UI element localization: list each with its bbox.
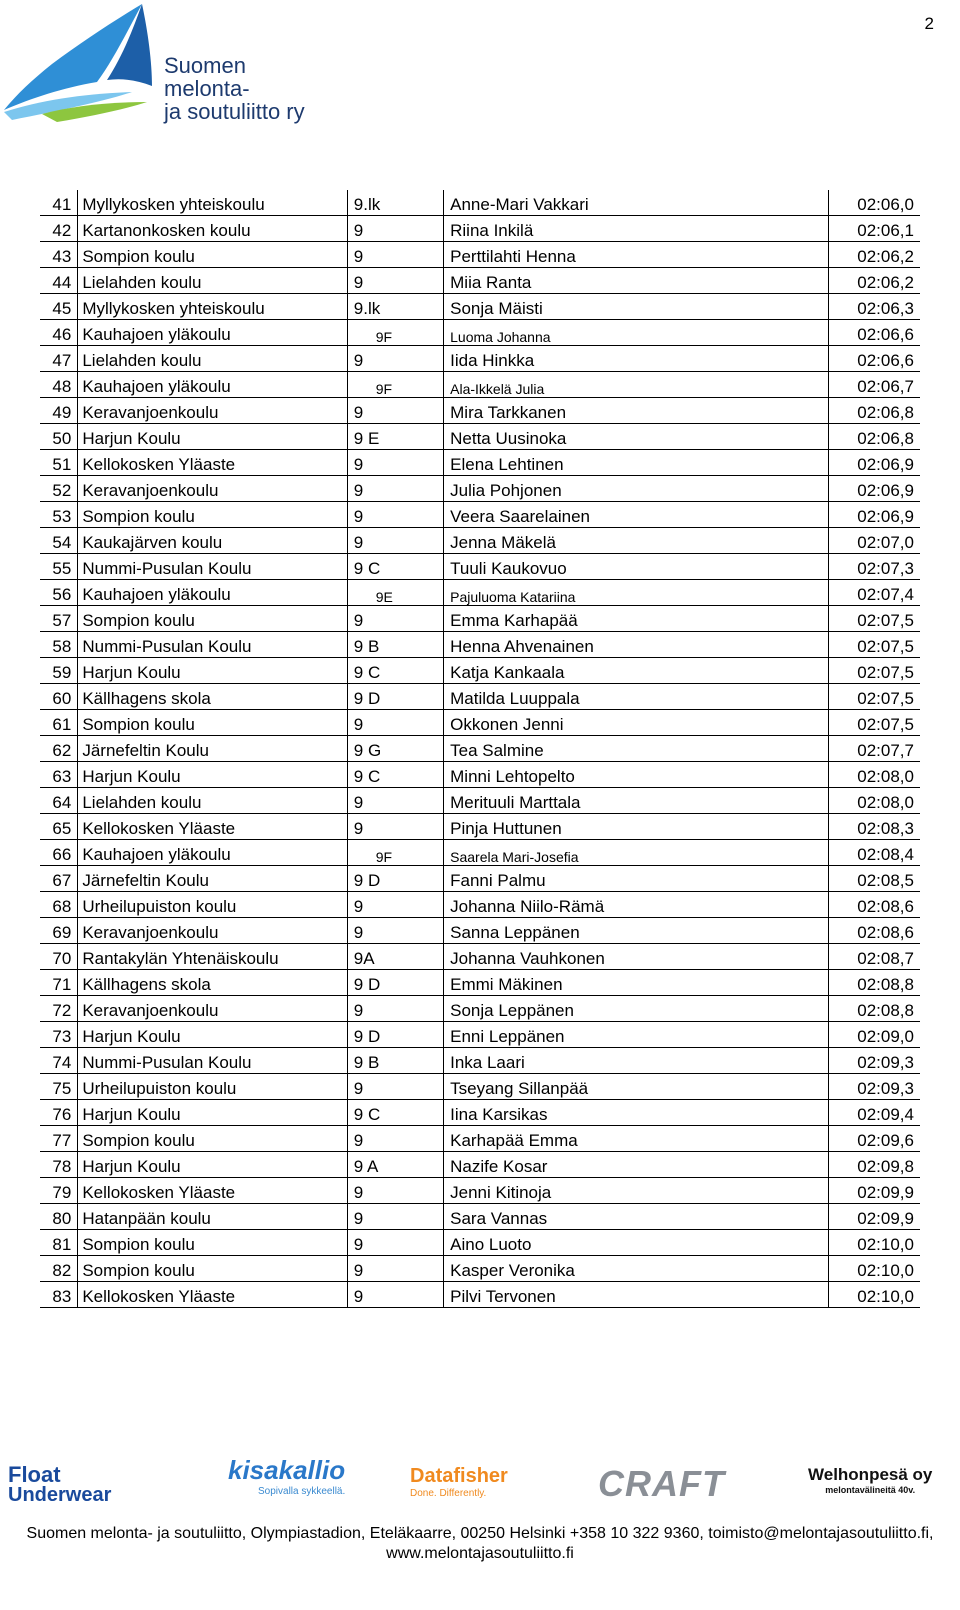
time-cell: 02:09,8: [857, 1157, 914, 1176]
school-cell: Urheilupuiston koulu: [78, 1074, 347, 1100]
time-cell: 02:08,3: [857, 819, 914, 838]
school-cell: Harjun Koulu: [78, 1152, 347, 1178]
time-cell: 02:09,3: [857, 1053, 914, 1072]
table-row: [40, 554, 920, 580]
rank-cell: 42: [40, 216, 78, 242]
table-row: [40, 502, 920, 528]
table-row: [40, 866, 920, 892]
time-cell: 02:08,0: [857, 793, 914, 812]
name-cell: Pinja Huttunen: [444, 814, 829, 840]
rank-cell: 79: [40, 1178, 78, 1204]
school-cell: Harjun Koulu: [78, 424, 347, 450]
rank-cell: 48: [40, 372, 78, 398]
name-cell: Kasper Veronika: [444, 1256, 829, 1282]
rank-cell: 44: [40, 268, 78, 294]
rank-cell: 47: [40, 346, 78, 372]
name-cell: Perttilahti Henna: [444, 242, 829, 268]
rank-cell: 81: [40, 1230, 78, 1256]
logo-line-2: melonta-: [164, 76, 250, 101]
rank-cell: 63: [40, 762, 78, 788]
sponsor-bar: [0, 1415, 960, 1515]
rank-cell: 70: [40, 944, 78, 970]
rank-cell: 41: [40, 190, 78, 216]
class-cell: 9: [347, 268, 443, 294]
footer-line-2: www.melontajasoutuliitto.fi: [386, 1545, 574, 1562]
time-cell: 02:08,6: [857, 923, 914, 942]
name-cell: Netta Uusinoka: [444, 424, 829, 450]
school-cell: Kauhajoen yläkoulu: [78, 580, 347, 606]
rank-cell: 83: [40, 1282, 78, 1308]
name-cell: Aino Luoto: [444, 1230, 829, 1256]
rank-cell: 58: [40, 632, 78, 658]
time-cell: 02:08,7: [857, 949, 914, 968]
rank-cell: 60: [40, 684, 78, 710]
table-row: [40, 632, 920, 658]
rank-cell: 77: [40, 1126, 78, 1152]
footer-contact: [0, 1524, 960, 1564]
kisakallio-logo: [228, 1455, 345, 1497]
school-cell: Harjun Koulu: [78, 1100, 347, 1126]
time-cell: 02:06,3: [857, 299, 914, 318]
school-cell: Harjun Koulu: [78, 1022, 347, 1048]
name-cell: Merituuli Marttala: [444, 788, 829, 814]
school-cell: Urheilupuiston koulu: [78, 892, 347, 918]
table-row: [40, 476, 920, 502]
name-cell: Jenni Kitinoja: [444, 1178, 829, 1204]
table-row: [40, 658, 920, 684]
table-row: [40, 788, 920, 814]
table-row: [40, 944, 920, 970]
name-cell: Okkonen Jenni: [444, 710, 829, 736]
class-cell: 9 C: [347, 658, 443, 684]
class-cell: 9: [347, 918, 443, 944]
float-logo-line-1: Float: [8, 1462, 61, 1487]
table-row: [40, 762, 920, 788]
school-cell: Sompion koulu: [78, 1230, 347, 1256]
time-cell: 02:06,6: [857, 351, 914, 370]
table-row: [40, 528, 920, 554]
wave-kayak-icon: [2, 2, 162, 127]
school-cell: Rantakylän Yhtenäiskoulu: [78, 944, 347, 970]
name-cell: Inka Laari: [444, 1048, 829, 1074]
school-cell: Lielahden koulu: [78, 346, 347, 372]
table-row: [40, 216, 920, 242]
name-cell: Julia Pohjonen: [444, 476, 829, 502]
class-cell: 9: [347, 814, 443, 840]
rank-cell: 72: [40, 996, 78, 1022]
table-row: [40, 424, 920, 450]
class-cell: 9: [347, 398, 443, 424]
class-cell: 9 A: [347, 1152, 443, 1178]
time-cell: 02:06,0: [857, 195, 914, 214]
name-cell: Tea Salmine: [444, 736, 829, 762]
time-cell: 02:06,7: [857, 377, 914, 396]
rank-cell: 45: [40, 294, 78, 320]
table-row: [40, 294, 920, 320]
school-cell: Myllykosken yhteiskoulu: [78, 294, 347, 320]
time-cell: 02:07,4: [857, 585, 914, 604]
kisakallio-tagline: Sopivalla sykkeellä.: [258, 1486, 346, 1497]
rank-cell: 80: [40, 1204, 78, 1230]
class-cell: 9A: [347, 944, 443, 970]
time-cell: 02:09,3: [857, 1079, 914, 1098]
class-cell: 9: [347, 1178, 443, 1204]
class-cell: 9 D: [347, 970, 443, 996]
time-cell: 02:06,2: [857, 247, 914, 266]
name-cell: Matilda Luuppala: [444, 684, 829, 710]
school-cell: Järnefeltin Koulu: [78, 866, 347, 892]
time-cell: 02:09,0: [857, 1027, 914, 1046]
class-cell: 9: [347, 1282, 443, 1308]
school-cell: Sompion koulu: [78, 502, 347, 528]
school-cell: Nummi-Pusulan Koulu: [78, 632, 347, 658]
rank-cell: 61: [40, 710, 78, 736]
school-cell: Sompion koulu: [78, 1256, 347, 1282]
name-cell: Sanna Leppänen: [444, 918, 829, 944]
school-cell: Harjun Koulu: [78, 762, 347, 788]
school-cell: Källhagens skola: [78, 970, 347, 996]
table-row: [40, 1178, 920, 1204]
time-cell: 02:08,4: [857, 845, 914, 864]
name-cell: Mira Tarkkanen: [444, 398, 829, 424]
school-cell: Myllykosken yhteiskoulu: [78, 190, 347, 216]
rank-cell: 46: [40, 320, 78, 346]
table-row: [40, 1230, 920, 1256]
rank-cell: 59: [40, 658, 78, 684]
class-cell: 9: [347, 346, 443, 372]
rank-cell: 64: [40, 788, 78, 814]
name-cell: Minni Lehtopelto: [444, 762, 829, 788]
name-cell: Johanna Vauhkonen: [444, 944, 829, 970]
name-cell: Emma Karhapää: [444, 606, 829, 632]
datafisher-tagline: Done. Differently.: [410, 1488, 487, 1499]
class-cell: 9: [347, 450, 443, 476]
table-row: [40, 814, 920, 840]
float-logo-line-2: Underwear: [8, 1484, 112, 1506]
time-cell: 02:06,6: [857, 325, 914, 344]
rank-cell: 54: [40, 528, 78, 554]
rank-cell: 73: [40, 1022, 78, 1048]
name-cell: Pilvi Tervonen: [444, 1282, 829, 1308]
table-row: [40, 1048, 920, 1074]
name-cell: Sonja Mäisti: [444, 294, 829, 320]
name-cell: Katja Kankaala: [444, 658, 829, 684]
welhonpesa-name: Welhonpesä oy: [808, 1465, 933, 1484]
school-cell: Lielahden koulu: [78, 268, 347, 294]
class-cell: 9 D: [347, 684, 443, 710]
footer-line-1: Suomen melonta- ja soutuliitto, Olympiastadion, Eteläkaarre, 00250 Helsinki +358 10 322 9360, toimisto@melontajasoutuliitto.fi,: [26, 1525, 934, 1542]
class-cell: 9: [347, 242, 443, 268]
rank-cell: 75: [40, 1074, 78, 1100]
school-cell: Kellokosken Yläaste: [78, 1282, 347, 1308]
class-cell: 9: [347, 1074, 443, 1100]
name-cell: Sonja Leppänen: [444, 996, 829, 1022]
rank-cell: 68: [40, 892, 78, 918]
rank-cell: 67: [40, 866, 78, 892]
school-cell: Keravanjoenkoulu: [78, 398, 347, 424]
table-row: [40, 684, 920, 710]
class-cell: 9: [347, 216, 443, 242]
school-cell: Hatanpään koulu: [78, 1204, 347, 1230]
float-underwear-logo: [8, 1462, 112, 1506]
name-cell: Elena Lehtinen: [444, 450, 829, 476]
time-cell: 02:08,5: [857, 871, 914, 890]
table-row: [40, 1126, 920, 1152]
rank-cell: 56: [40, 580, 78, 606]
time-cell: 02:10,0: [857, 1235, 914, 1254]
table-row: [40, 918, 920, 944]
datafisher-name: Datafisher: [410, 1465, 508, 1487]
name-cell: Sara Vannas: [444, 1204, 829, 1230]
name-cell: Emmi Mäkinen: [444, 970, 829, 996]
school-cell: Nummi-Pusulan Koulu: [78, 1048, 347, 1074]
rank-cell: 51: [40, 450, 78, 476]
time-cell: 02:08,8: [857, 1001, 914, 1020]
class-cell: 9: [347, 1230, 443, 1256]
time-cell: 02:06,1: [857, 221, 914, 240]
class-cell: 9 C: [347, 554, 443, 580]
rank-cell: 43: [40, 242, 78, 268]
name-cell: Tuuli Kaukovuo: [444, 554, 829, 580]
school-cell: Keravanjoenkoulu: [78, 476, 347, 502]
table-row: [40, 320, 920, 346]
name-cell: Johanna Niilo-Rämä: [444, 892, 829, 918]
school-cell: Kellokosken Yläaste: [78, 814, 347, 840]
rank-cell: 74: [40, 1048, 78, 1074]
time-cell: 02:06,8: [857, 429, 914, 448]
class-cell: 9: [347, 1256, 443, 1282]
table-row: [40, 736, 920, 762]
school-cell: Nummi-Pusulan Koulu: [78, 554, 347, 580]
school-cell: Sompion koulu: [78, 1126, 347, 1152]
class-cell: 9: [347, 502, 443, 528]
rank-cell: 71: [40, 970, 78, 996]
rank-cell: 53: [40, 502, 78, 528]
table-row: [40, 398, 920, 424]
rank-cell: 49: [40, 398, 78, 424]
rank-cell: 65: [40, 814, 78, 840]
class-cell: 9.lk: [347, 294, 443, 320]
class-cell: 9: [347, 710, 443, 736]
class-cell: 9: [347, 892, 443, 918]
school-cell: Kauhajoen yläkoulu: [78, 320, 347, 346]
name-cell: Miia Ranta: [444, 268, 829, 294]
table-row: [40, 1256, 920, 1282]
name-cell: Pajuluoma Katariina: [444, 580, 829, 606]
class-cell: 9 B: [347, 1048, 443, 1074]
school-cell: Kartanonkosken koulu: [78, 216, 347, 242]
table-row: [40, 450, 920, 476]
rank-cell: 69: [40, 918, 78, 944]
class-cell: 9F: [347, 840, 443, 866]
time-cell: 02:07,5: [857, 663, 914, 682]
name-cell: Nazife Kosar: [444, 1152, 829, 1178]
name-cell: Fanni Palmu: [444, 866, 829, 892]
table-row: [40, 268, 920, 294]
results-table: [40, 190, 920, 1308]
class-cell: 9 E: [347, 424, 443, 450]
school-cell: Kellokosken Yläaste: [78, 450, 347, 476]
table-row: [40, 606, 920, 632]
table-row: [40, 242, 920, 268]
class-cell: 9 G: [347, 736, 443, 762]
class-cell: 9: [347, 476, 443, 502]
class-cell: 9F: [347, 320, 443, 346]
school-cell: Harjun Koulu: [78, 658, 347, 684]
table-row: [40, 996, 920, 1022]
school-cell: Sompion koulu: [78, 606, 347, 632]
name-cell: Tseyang Sillanpää: [444, 1074, 829, 1100]
logo-line-3: ja soutuliitto ry: [164, 99, 305, 124]
time-cell: 02:06,9: [857, 481, 914, 500]
rank-cell: 50: [40, 424, 78, 450]
rank-cell: 57: [40, 606, 78, 632]
name-cell: Iina Karsikas: [444, 1100, 829, 1126]
time-cell: 02:07,5: [857, 611, 914, 630]
table-row: [40, 1282, 920, 1308]
time-cell: 02:07,5: [857, 689, 914, 708]
page-number: 2: [924, 14, 934, 33]
name-cell: Riina Inkilä: [444, 216, 829, 242]
time-cell: 02:07,5: [857, 715, 914, 734]
name-cell: Jenna Mäkelä: [444, 528, 829, 554]
name-cell: Iida Hinkka: [444, 346, 829, 372]
table-row: [40, 840, 920, 866]
class-cell: 9.lk: [347, 190, 443, 216]
name-cell: Henna Ahvenainen: [444, 632, 829, 658]
rank-cell: 55: [40, 554, 78, 580]
logo-line-1: Suomen: [164, 53, 246, 78]
class-cell: 9 D: [347, 1022, 443, 1048]
school-cell: Sompion koulu: [78, 710, 347, 736]
time-cell: 02:07,3: [857, 559, 914, 578]
datafisher-logo: [410, 1465, 508, 1499]
table-row: [40, 1074, 920, 1100]
name-cell: Veera Saarelainen: [444, 502, 829, 528]
table-row: [40, 580, 920, 606]
school-cell: Lielahden koulu: [78, 788, 347, 814]
rank-cell: 66: [40, 840, 78, 866]
time-cell: 02:07,0: [857, 533, 914, 552]
time-cell: 02:10,0: [857, 1287, 914, 1306]
time-cell: 02:06,8: [857, 403, 914, 422]
welhonpesa-logo: [808, 1465, 932, 1495]
table-row: [40, 1152, 920, 1178]
welhonpesa-tagline: melontavälineitä 40v.: [825, 1485, 916, 1495]
time-cell: 02:09,4: [857, 1105, 914, 1124]
time-cell: 02:06,9: [857, 507, 914, 526]
school-cell: Kauhajoen yläkoulu: [78, 372, 347, 398]
rank-cell: 78: [40, 1152, 78, 1178]
name-cell: Anne-Mari Vakkari: [444, 190, 829, 216]
time-cell: 02:09,9: [857, 1209, 914, 1228]
class-cell: 9 C: [347, 762, 443, 788]
class-cell: 9: [347, 528, 443, 554]
rank-cell: 52: [40, 476, 78, 502]
table-row: [40, 346, 920, 372]
school-cell: Kauhajoen yläkoulu: [78, 840, 347, 866]
time-cell: 02:09,6: [857, 1131, 914, 1150]
table-row: [40, 710, 920, 736]
table-row: [40, 1022, 920, 1048]
class-cell: 9: [347, 606, 443, 632]
name-cell: Ala-Ikkelä Julia: [444, 372, 829, 398]
table-row: [40, 190, 920, 216]
class-cell: 9: [347, 1126, 443, 1152]
class-cell: 9F: [347, 372, 443, 398]
class-cell: 9: [347, 996, 443, 1022]
time-cell: 02:06,2: [857, 273, 914, 292]
time-cell: 02:06,9: [857, 455, 914, 474]
class-cell: 9 C: [347, 1100, 443, 1126]
name-cell: Enni Leppänen: [444, 1022, 829, 1048]
time-cell: 02:07,5: [857, 637, 914, 656]
time-cell: 02:07,7: [857, 741, 914, 760]
school-cell: Kellokosken Yläaste: [78, 1178, 347, 1204]
time-cell: 02:10,0: [857, 1261, 914, 1280]
craft-logo: CRAFT: [598, 1463, 725, 1504]
rank-cell: 62: [40, 736, 78, 762]
school-cell: Keravanjoenkoulu: [78, 996, 347, 1022]
rank-cell: 82: [40, 1256, 78, 1282]
school-cell: Keravanjoenkoulu: [78, 918, 347, 944]
class-cell: 9E: [347, 580, 443, 606]
school-cell: Järnefeltin Koulu: [78, 736, 347, 762]
class-cell: 9: [347, 788, 443, 814]
time-cell: 02:08,8: [857, 975, 914, 994]
school-cell: Kaukajärven koulu: [78, 528, 347, 554]
table-row: [40, 1100, 920, 1126]
rank-cell: 76: [40, 1100, 78, 1126]
table-row: [40, 372, 920, 398]
time-cell: 02:08,6: [857, 897, 914, 916]
name-cell: Saarela Mari-Josefia: [444, 840, 829, 866]
class-cell: 9 D: [347, 866, 443, 892]
table-row: [40, 970, 920, 996]
school-cell: Källhagens skola: [78, 684, 347, 710]
name-cell: Karhapää Emma: [444, 1126, 829, 1152]
table-row: [40, 892, 920, 918]
class-cell: 9 B: [347, 632, 443, 658]
class-cell: 9: [347, 1204, 443, 1230]
federation-logo: [2, 2, 332, 132]
time-cell: 02:09,9: [857, 1183, 914, 1202]
school-cell: Sompion koulu: [78, 242, 347, 268]
kisakallio-name: kisakallio: [228, 1455, 346, 1485]
time-cell: 02:08,0: [857, 767, 914, 786]
table-row: [40, 1204, 920, 1230]
name-cell: Luoma Johanna: [444, 320, 829, 346]
